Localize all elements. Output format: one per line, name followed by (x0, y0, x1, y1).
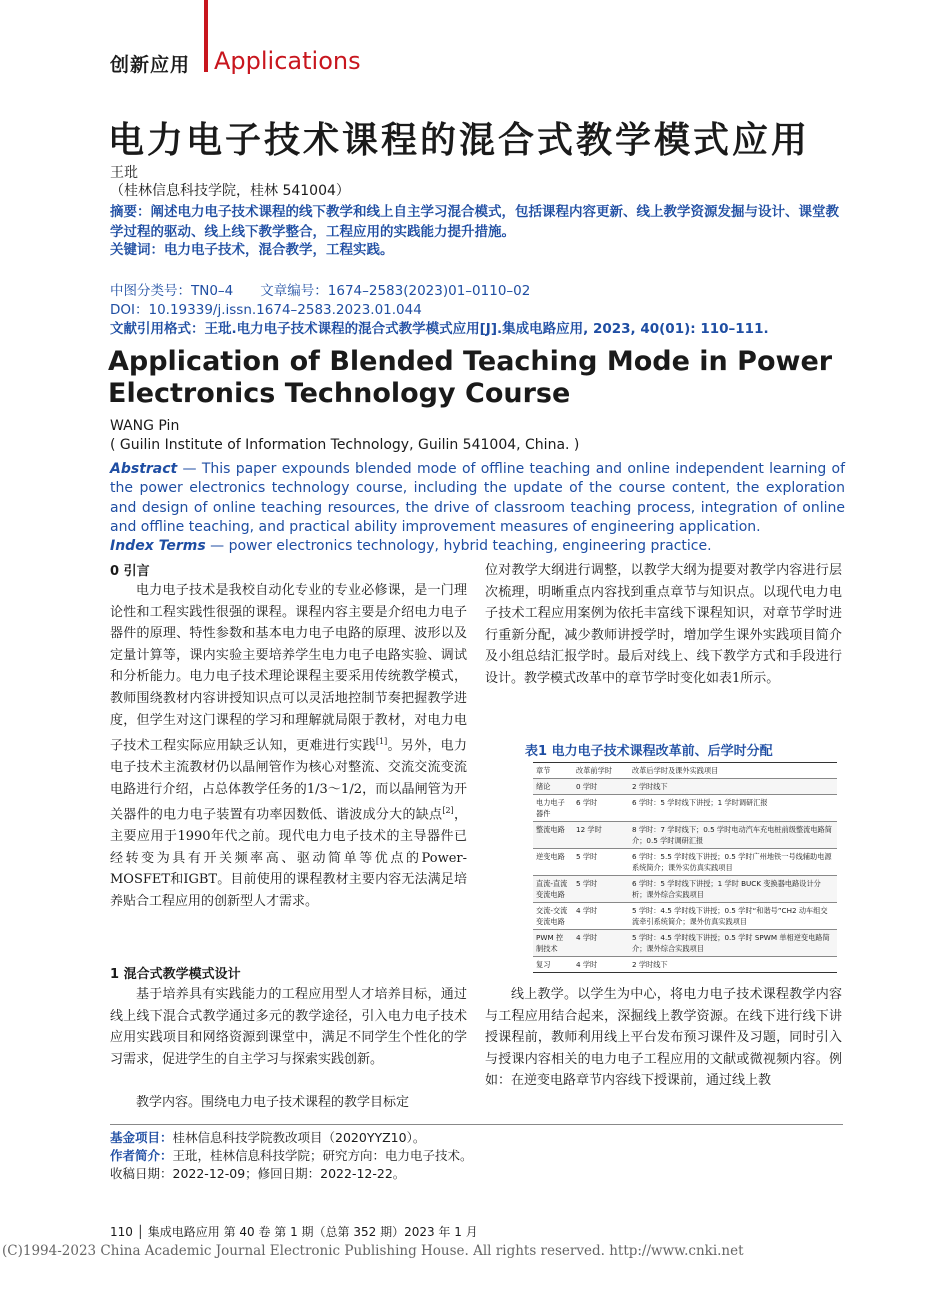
received-dates: 收稿日期：2022-12-09；修回日期：2022-12-22。 (110, 1166, 406, 1181)
table-cell: 4 学时 (573, 930, 629, 957)
index-terms-dash: — (205, 538, 229, 554)
table-cell: 12 学时 (573, 822, 629, 849)
table-row (533, 822, 837, 849)
page-title-en: Application of Blended Teaching Mode in Power Electronics Technology Course (108, 346, 833, 409)
table-row (533, 779, 837, 795)
table-1 (533, 762, 837, 973)
table-row (533, 876, 837, 903)
intro-text-a: 电力电子技术是我校自动化专业的专业必修课，是一门理论性和工程实践性很强的课程。课程内容主要是介绍电力电子器件的原理、特性参数和基本电力电子电路的原理、波形以及定量计算等，课内实验主要培养学生电力电子电路实验、调试和分析能力。电力电子技术理论课程主要采用传统教学模式，教师围绕教材内容讲授知识点可以灵活地控制节奏把握教学进度，但学生对这门课程的学习和理解就局限于教材，对电力电子技术工程实际应用缺乏认知，更难进行实践 (110, 583, 467, 754)
table-cell: 5 学时：4.5 学时线下讲授；0.5 学时 SPWM 单相逆变电路简介；课外综合实践项目 (629, 930, 837, 957)
table-cell: 5 学时：4.5 学时线下讲授；0.5 学时“和谐号”CH2 动车组交流牵引系统简介；课外仿真实践项目 (629, 903, 837, 930)
table-cell: 复习 (533, 957, 573, 973)
table-cell: 2 学时线下 (629, 779, 837, 795)
affiliation-en: ( Guilin Institute of Information Technology, Guilin 541004, China. ) (110, 437, 580, 453)
intro-text-c: ，主要应用于1990年代之前。现代电力电子技术的主导器件已经转变为具有开关频率高、驱动简单等优点的Power-MOSFET和IGBT。目前使用的课程教材主要内容无法满足培养贴合工程应用的创新型人才需求。 (110, 807, 467, 909)
table-cell: PWM 控制技术 (533, 930, 573, 957)
index-terms (110, 537, 845, 556)
table-row (533, 903, 837, 930)
abstract-cn (110, 203, 842, 242)
footnote-divider (110, 1124, 843, 1125)
reference-1[interactable]: [1] (375, 737, 388, 747)
doi: DOI：10.19339/j.issn.1674–2583.2023.01.044 (110, 302, 422, 318)
table-cell: 电力电子器件 (533, 795, 573, 822)
author-note (110, 1146, 473, 1164)
table-cell: 6 学时：5 学时线下讲授；1 学时调研汇报 (629, 795, 837, 822)
section-label-cn: 创新应用 (110, 54, 191, 76)
citation-format: 文献引用格式：王玭.电力电子技术课程的混合式教学模式应用[J].集成电路应用, 2023, 40(01): 110–111. (110, 321, 769, 337)
table-cell: 4 学时 (573, 903, 629, 930)
fund-label: 基金项目： (110, 1130, 173, 1145)
abstract-cn-text: 阐述电力电子技术课程的线下教学和线上自主学习混合模式，包括课程内容更新、线上教学资源发掘与设计、课堂教学过程的驱动、线上线下教学整合，工程应用的实践能力提升措施。 (110, 204, 839, 240)
table-cell: 直流-直流变流电路 (533, 876, 573, 903)
author-note-label: 作者简介： (110, 1148, 173, 1163)
index-terms-label: Index Terms (110, 538, 206, 554)
copyright-watermark: (C)1994-2023 China Academic Journal Electronic Publishing House. All rights reserved. http://www.cnki.net (2, 1243, 744, 1259)
section-0-heading: 0 引言 (110, 564, 150, 579)
table-cell: 5 学时 (573, 849, 629, 876)
table-header-row (533, 763, 837, 779)
table-header-cell: 改革前学时 (573, 763, 629, 779)
fund-text: 桂林信息科技学院教改项目（2020YYZ10）。 (172, 1130, 426, 1145)
index-terms-text: power electronics technology, hybrid teaching, engineering practice. (228, 538, 712, 554)
section-1-paragraph-2: 教学内容。围绕电力电子技术课程的教学目标定 (136, 1095, 410, 1110)
table-row (533, 957, 837, 973)
keywords-cn (110, 241, 842, 261)
table-cell: 整流电路 (533, 822, 573, 849)
section-1-heading: 1 混合式教学模式设计 (110, 967, 241, 982)
table-cell: 6 学时：5.5 学时线下讲授；0.5 学时广州地铁一号线辅助电源系统简介；课外实仿真实践项目 (629, 849, 837, 876)
table-cell: 5 学时 (573, 876, 629, 903)
table-header-cell: 章节 (533, 763, 573, 779)
intro-text-b: 。另外，电力电子技术主流教材仍以晶闸管作为核心对整流、交流交流变流电路进行介绍，占总体教学任务的1/3～1/2，而以晶闸管为开关器件的电力电子装置有功率因数低、谐波成分大的缺点 (110, 738, 467, 823)
abstract-en-label: Abstract (110, 461, 178, 477)
table-cell: 2 学时线下 (629, 957, 837, 973)
right-column-paragraph-1: 位对教学大纲进行调整，以教学大纲为提要对教学内容进行层次梳理，明晰重点内容找到重点章节与知识点。以现代电力电子技术工程应用案例为依托丰富线下课程知识，对章节学时进行重新分配，减少教师讲授学时，增加学生课外实践项目简介及小组总结汇报学时。最后对线上、线下教学方式和手段进行设计。教学模式改革中的章节学时变化如表1所示。 (485, 563, 842, 686)
intro-paragraph (110, 580, 467, 913)
abstract-en-text: This paper expounds blended mode of offline teaching and online independent learning of the power electronics technology course, including the update of the course content, the exploration and design of online teaching resources, the drive of classroom teaching process, integration of online and offline teaching, and practical ability improvement measures of engineering application. (110, 461, 845, 535)
page-footer: 110 │ 集成电路应用 第 40 卷 第 1 期（总第 352 期）2023 年 1 月 (110, 1225, 478, 1239)
author-note-text: 王玭，桂林信息科技学院；研究方向：电力电子技术。 (172, 1148, 473, 1163)
table-cell: 6 学时 (573, 795, 629, 822)
author-cn: 王玭 (110, 165, 138, 181)
header-accent-bar (204, 0, 208, 72)
reference-2[interactable]: [2] (442, 806, 454, 816)
keywords-cn-label: 关键词： (110, 242, 164, 258)
table-cell: 4 学时 (573, 957, 629, 973)
table-cell: 逆变电路 (533, 849, 573, 876)
right-column-paragraph-2: 线上教学。以学生为中心，将电力电子技术课程教学内容与工程应用结合起来，深掘线上教学资源。在线下进行线下讲授课程前，教师利用线上平台发布预习课件及习题，同时引入与授课内容相关的电力电子工程应用的文献或微视频内容。例如：在逆变电路章节内容线下授课前，通过线上教 (485, 987, 842, 1089)
keywords-cn-text: 电力电子技术，混合教学，工程实践。 (164, 242, 394, 258)
affiliation-cn: （桂林信息科技学院，桂林 541004） (110, 183, 350, 199)
table-row (533, 795, 837, 822)
abstract-en-dash: — (177, 461, 202, 477)
table-cell: 8 学时：7 学时线下；0.5 学时电动汽车充电桩前级整流电路简介；0.5 学时调研汇报 (629, 822, 837, 849)
table-row (533, 930, 837, 957)
table-cell: 绪论 (533, 779, 573, 795)
table-header-cell: 改革后学时及课外实践项目 (629, 763, 837, 779)
table-cell: 交流-交流变流电路 (533, 903, 573, 930)
section-label-en: Applications (214, 47, 361, 75)
table-1-caption: 表1 电力电子技术课程改革前、后学时分配 (525, 744, 773, 759)
section-1-paragraph-1: 基于培养具有实践能力的工程应用型人才培养目标，通过线上线下混合式教学通过多元的教学途径，引入电力电子技术应用实践项目和网络资源到课堂中，满足不同学生个性化的学习需求，促进学生的自主学习与探索实践创新。 (110, 987, 467, 1067)
page-title-cn: 电力电子技术课程的混合式教学模式应用 (108, 120, 811, 161)
author-en: WANG Pin (110, 418, 180, 434)
table-row (533, 849, 837, 876)
table-cell: 6 学时：5 学时线下讲授；1 学时 BUCK 变换器电路设计分析；课外综合实践项目 (629, 876, 837, 903)
table-cell: 0 学时 (573, 779, 629, 795)
classification-number: 中图分类号：TN0–4 文章编号：1674–2583(2023)01–0110–02 (110, 283, 531, 299)
abstract-en (110, 460, 845, 537)
abstract-cn-label: 摘要： (110, 204, 151, 220)
fund-note (110, 1128, 425, 1146)
